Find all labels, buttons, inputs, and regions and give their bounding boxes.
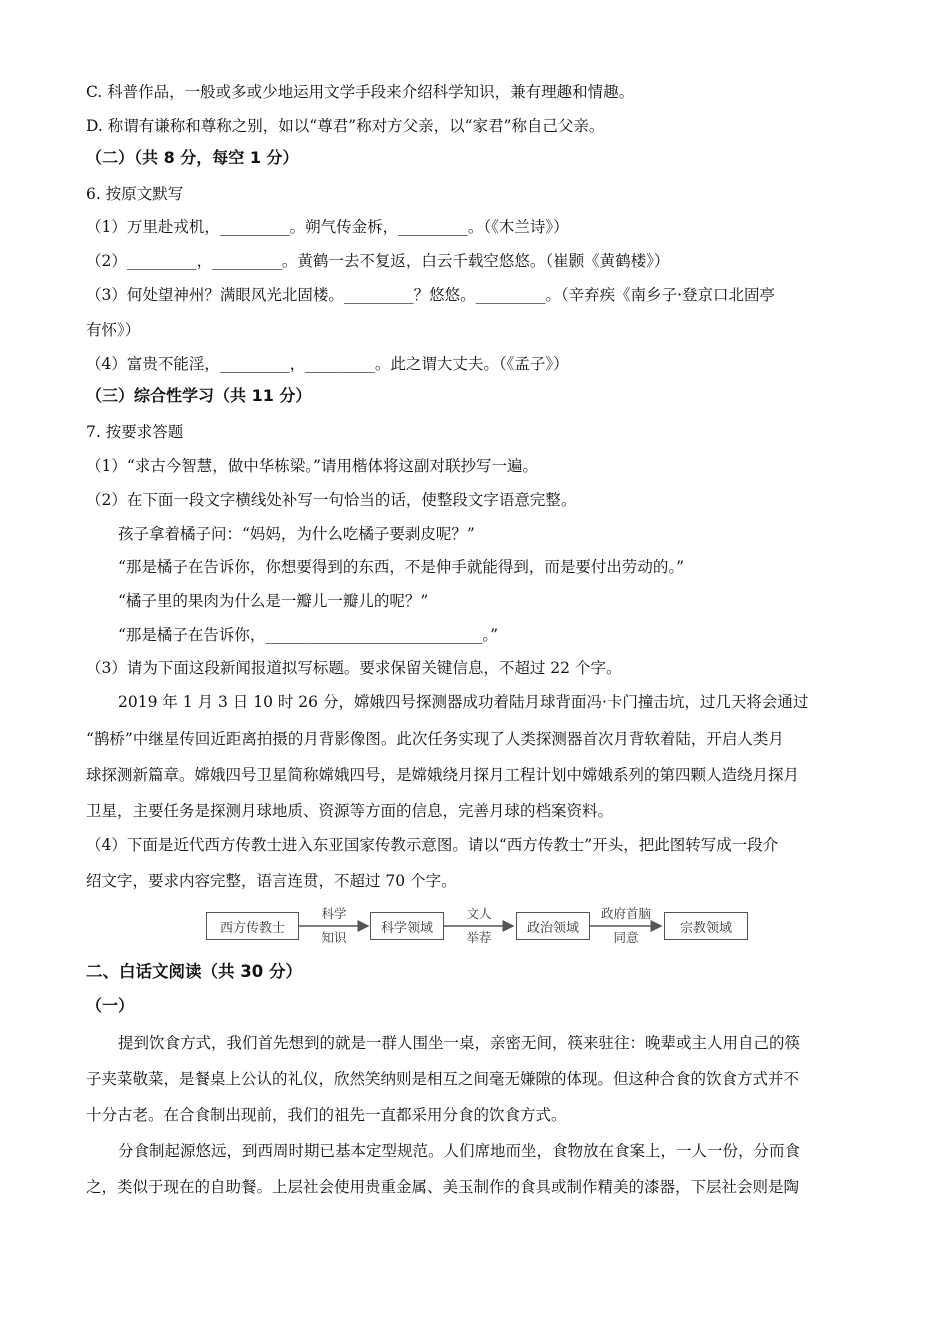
q6-title: 6. 按原文默写 [86, 185, 184, 203]
flow-node-politics: 政治领域 [516, 912, 590, 940]
q7-item-4-cont: 绍文字，要求内容完整，语言连贯，不超过 70 个字。 [86, 872, 457, 890]
option-d: D. 称谓有谦称和尊称之别，如以“尊君”称对方父亲，以“家君”称自己父亲。 [86, 117, 605, 135]
flow-node-science: 科学领域 [370, 912, 444, 940]
edge-2-bottom-label: 举荐 [466, 930, 492, 945]
q7-item-1: （1）“求古今智慧，做中华栋梁。”请用楷体将这副对联抄写一遍。 [86, 457, 538, 475]
part-2-subheading: （一） [86, 996, 135, 1015]
missionary-flow-diagram [206, 904, 751, 948]
paragraph-2-line-1: 分食制起源悠远，到西周时期已基本定型规范。人们席地而坐，食物放在食案上，一人一份，分而食 [118, 1142, 801, 1160]
part-2-heading: 二、白话文阅读（共 30 分） [86, 962, 302, 981]
q7-title: 7. 按要求答题 [86, 423, 184, 441]
q7-item-4: （4）下面是近代西方传教士进入东亚国家传教示意图。请以“西方传教士”开头，把此图转写成一段介 [86, 836, 779, 854]
dialog-line-4: “那是橘子在告诉你，____________________________。” [118, 626, 499, 644]
edge-3-top-label: 政府首脑 [600, 906, 651, 921]
q6-item-2: （2）_________，_________。黄鹤一去不复返，白云千载空悠悠。（崔颢《黄鹤楼》） [86, 252, 670, 270]
paragraph-1-line-3: 十分古老。在合食制出现前，我们的祖先一直都采用分食的饮食方式。 [86, 1106, 567, 1124]
news-line-1: 2019 年 1 月 3 日 10 时 26 分，嫦娥四号探测器成功着陆月球背面冯·卡门撞击坑，过几天将会通过 [118, 693, 809, 711]
option-c: C. 科普作品，一般或多或少地运用文学手段来介绍科学知识，兼有理趣和情趣。 [86, 83, 635, 101]
edge-3-bottom-label: 同意 [613, 930, 639, 945]
q7-item-2: （2）在下面一段文字横线处补写一句恰当的话，使整段文字语意完整。 [86, 491, 577, 509]
flow-node-religion: 宗教领域 [664, 912, 748, 940]
flow-node-missionary: 西方传教士 [206, 912, 299, 940]
dialog-line-2: “那是橘子在告诉你，你想要得到的东西，不是伸手就能得到，而是要付出劳动的。” [118, 558, 685, 576]
dialog-line-3: “橘子里的果肉为什么是一瓣儿一瓣儿的呢？” [118, 592, 429, 610]
paragraph-2-line-2: 之，类似于现在的自助餐。上层社会使用贵重金属、美玉制作的食具或制作精美的漆器，下层社会则是陶 [86, 1178, 800, 1196]
edge-1-top-label: 科学 [321, 906, 347, 921]
news-line-4: 卫星，主要任务是探测月球地质、资源等方面的信息，完善月球的档案资料。 [86, 802, 614, 820]
q6-item-4: （4）富贵不能淫，_________，_________。此之谓大丈夫。（《孟子》） [86, 355, 569, 373]
q7-item-3: （3）请为下面这段新闻报道拟写标题。要求保留关键信息，不超过 22 个字。 [86, 659, 622, 677]
paragraph-1-line-2: 子夹菜敬菜，是餐桌上公认的礼仪，欣然笑纳则是相互之间毫无嫌隙的体现。但这种合食的饮食方式并不 [86, 1070, 800, 1088]
q6-item-3: （3）何处望神州？满眼风光北固楼。_________？悠悠。_________。（辛弃疾《南乡子·登京口北固亭 [86, 286, 776, 304]
edge-2-top-label: 文人 [466, 906, 492, 921]
paragraph-1-line-1: 提到饮食方式，我们首先想到的就是一群人围坐一桌，亲密无间，筷来驻往：晚辈或主人用自己的筷 [118, 1034, 801, 1052]
dialog-line-1: 孩子拿着橘子问：“妈妈，为什么吃橘子要剥皮呢？” [118, 525, 475, 543]
q6-item-1: （1）万里赴戎机，_________。朔气传金柝，_________。（《木兰诗》） [86, 218, 569, 236]
section-heading-2: （二）（共 8 分，每空 1 分） [86, 148, 299, 167]
news-line-3: 球探测新篇章。嫦娥四号卫星简称嫦娥四号，是嫦娥绕月探月工程计划中嫦娥系列的第四颗人造绕月探月 [86, 766, 800, 784]
news-line-2: “鹊桥”中继星传回近距离拍摄的月背影像图。此次任务实现了人类探测器首次月背软着陆，开启人类月 [86, 730, 784, 748]
section-heading-3: （三）综合性学习（共 11 分） [86, 386, 312, 405]
edge-1-bottom-label: 知识 [321, 930, 347, 945]
q6-item-3-cont: 有怀》） [86, 321, 141, 339]
